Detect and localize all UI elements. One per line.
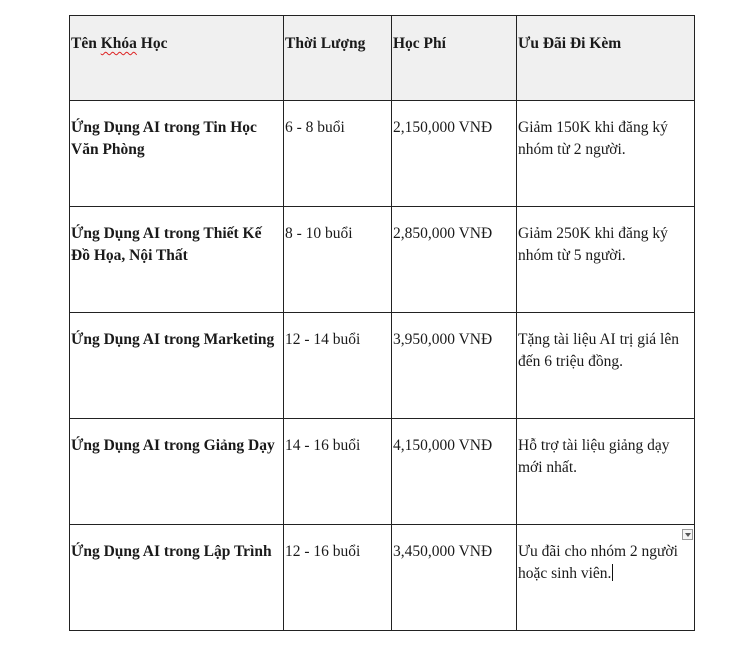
cell-offer[interactable]: Ưu đãi cho nhóm 2 người hoặc sinh viên. (517, 525, 695, 631)
cell-fee[interactable]: 2,850,000 VNĐ (392, 207, 517, 313)
header-row (70, 16, 695, 101)
cell-offer[interactable]: Giảm 250K khi đăng ký nhóm từ 5 người. (517, 207, 695, 313)
table-row (70, 525, 695, 631)
cell-fee[interactable]: 4,150,000 VNĐ (392, 419, 517, 525)
cell-offer[interactable]: Tặng tài liệu AI trị giá lên đến 6 triệu đồng. (517, 313, 695, 419)
header-offer[interactable]: Ưu Đãi Đi Kèm (517, 16, 695, 101)
cell-offer[interactable]: Hỗ trợ tài liệu giảng dạy mới nhất. (517, 419, 695, 525)
cell-duration[interactable]: 8 - 10 buổi (284, 207, 392, 313)
table-row (70, 101, 695, 207)
cell-course-name[interactable]: Ứng Dụng AI trong Thiết Kế Đồ Họa, Nội Thất (70, 207, 284, 313)
cell-duration[interactable]: 6 - 8 buổi (284, 101, 392, 207)
cell-duration[interactable]: 12 - 16 buổi (284, 525, 392, 631)
cell-fee[interactable]: 2,150,000 VNĐ (392, 101, 517, 207)
header-fee[interactable]: Học Phí (392, 16, 517, 101)
cell-course-name[interactable]: Ứng Dụng AI trong Marketing (70, 313, 284, 419)
cell-duration[interactable]: 12 - 14 buổi (284, 313, 392, 419)
cell-course-name[interactable]: Ứng Dụng AI trong Lập Trình (70, 525, 284, 631)
header-duration[interactable]: Thời Lượng (284, 16, 392, 101)
cell-fee[interactable]: 3,950,000 VNĐ (392, 313, 517, 419)
cell-offer[interactable]: Giảm 150K khi đăng ký nhóm từ 2 người. (517, 101, 695, 207)
course-table (69, 15, 695, 631)
cell-course-name[interactable]: Ứng Dụng AI trong Tin Học Văn Phòng (70, 101, 284, 207)
header-course-name[interactable]: Tên Khóa Học (70, 16, 284, 101)
table-row (70, 419, 695, 525)
text-cursor (612, 564, 613, 581)
cell-duration[interactable]: 14 - 16 buổi (284, 419, 392, 525)
spellcheck-word[interactable]: Khóa (100, 35, 137, 52)
cell-dropdown-icon[interactable] (682, 529, 693, 540)
table-row (70, 207, 695, 313)
cell-fee[interactable]: 3,450,000 VNĐ (392, 525, 517, 631)
cell-course-name[interactable]: Ứng Dụng AI trong Giảng Dạy (70, 419, 284, 525)
table-row (70, 313, 695, 419)
